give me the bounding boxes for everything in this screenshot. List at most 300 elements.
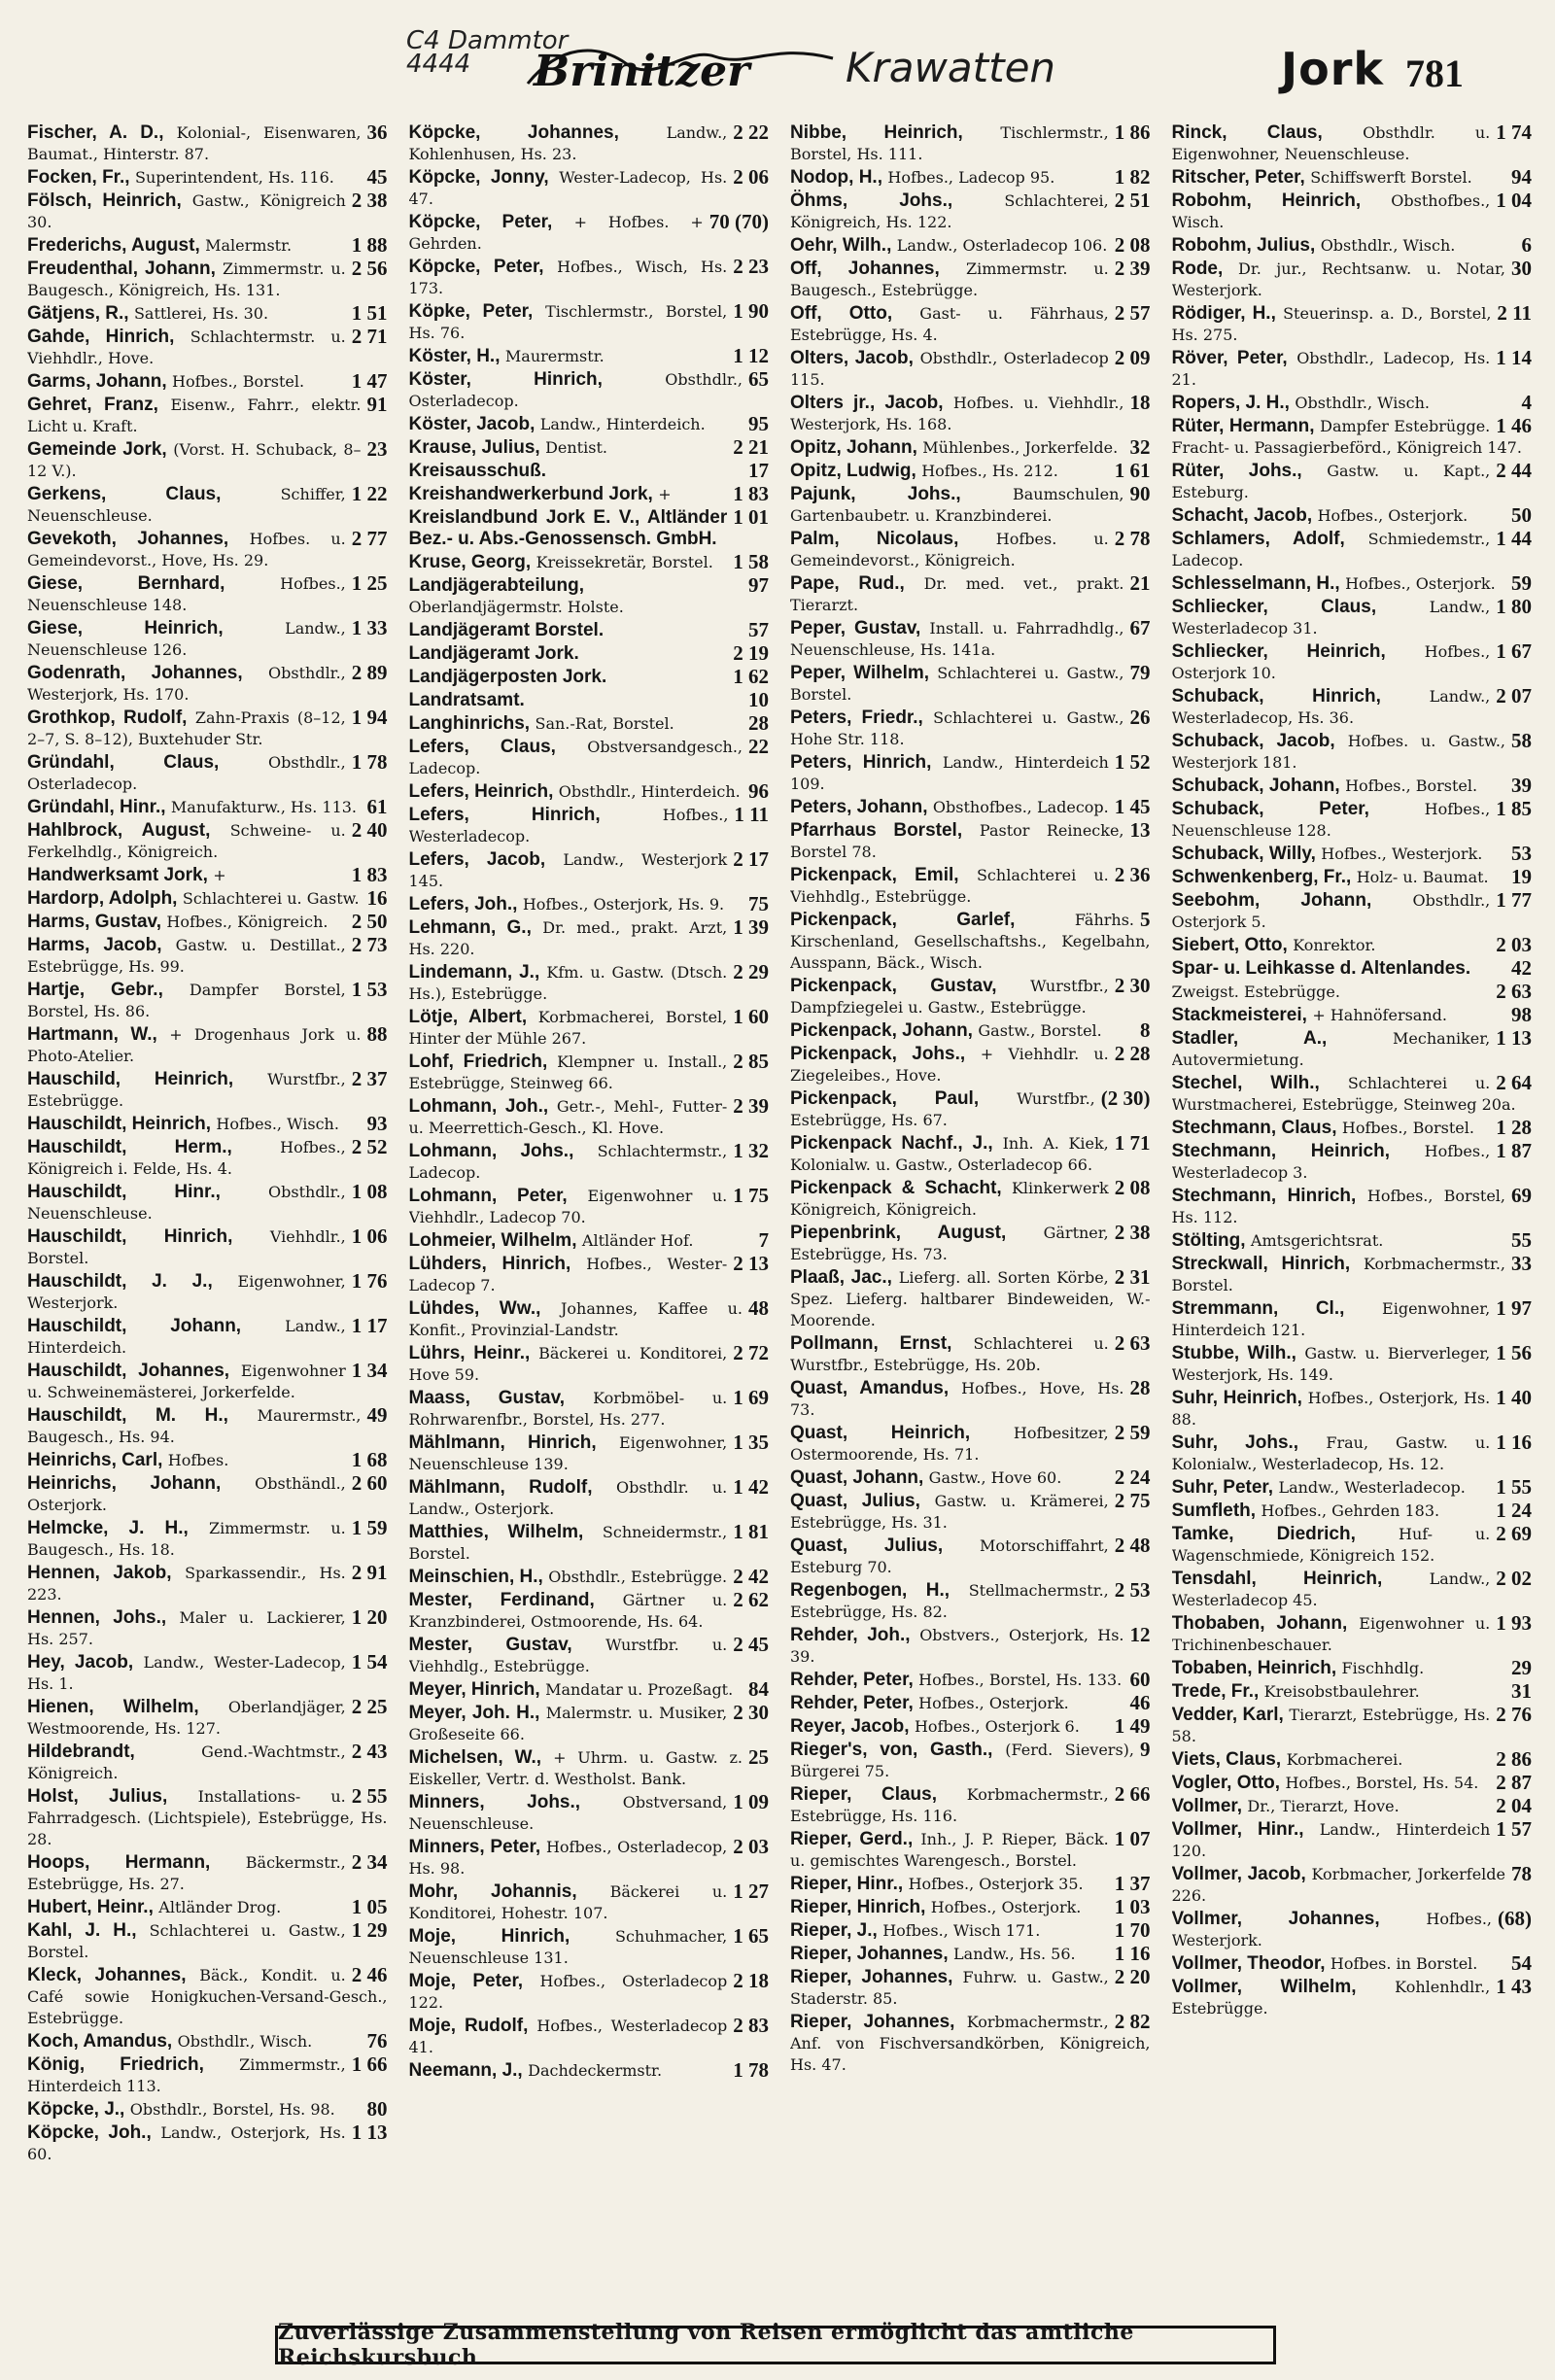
entry-phone-number: 2 44 bbox=[1496, 459, 1532, 482]
entry-name: Opitz, Ludwig, bbox=[790, 461, 916, 481]
entry-phone-number: 1 33 bbox=[351, 616, 388, 639]
entry-name: Harms, Jacob, bbox=[27, 935, 162, 955]
entry-phone-number: 2 75 bbox=[1114, 1489, 1151, 1512]
entry-phone-number: 2 03 bbox=[733, 1835, 769, 1858]
entry-name: Schuback, Johann, bbox=[1171, 776, 1340, 796]
entry-name: Gahde, Hinrich, bbox=[27, 327, 175, 347]
directory-entry bbox=[409, 1298, 770, 1341]
entry-name: Rieper, Johannes, bbox=[790, 2012, 955, 2032]
directory-entry bbox=[790, 122, 1151, 165]
entry-phone-number: 1 47 bbox=[351, 369, 388, 393]
directory-entry bbox=[1172, 867, 1533, 888]
entry-name: Langhinrichs, bbox=[408, 713, 531, 734]
entry-phone-number: 1 59 bbox=[351, 1516, 388, 1539]
entry-phone-number: 2 63 bbox=[1496, 980, 1532, 1003]
entry-description: Hofbes., Wisch, Hs. 173. bbox=[408, 258, 728, 297]
entry-phone-number: 1 54 bbox=[351, 1650, 388, 1673]
entry-name: Kruse, Georg, bbox=[408, 552, 532, 572]
footer-advertisement bbox=[275, 2320, 1276, 2370]
entry-phone-number: 1 86 bbox=[1114, 122, 1151, 144]
entry-description: Obsthofbes., Ladecop. bbox=[932, 798, 1109, 816]
entry-description: Hofbes., Borstel, Hs. 133. bbox=[918, 1671, 1123, 1689]
entry-description: + Uhrm. u. Gastw. z. Eiskeller, Vertr. d. Westholst. Bank. bbox=[408, 1748, 743, 1788]
directory-entry bbox=[409, 369, 770, 412]
entry-phone-number: 2 40 bbox=[351, 818, 388, 842]
entry-name: Freudenthal, Johann, bbox=[27, 259, 216, 279]
entry-description: Obsthdlr. u. Eigenwohner, Neuenschleuse. bbox=[1171, 123, 1491, 163]
entry-description: Wurstfbr., Estebrügge. bbox=[27, 1070, 346, 1110]
entry-phone-number: 1 82 bbox=[1114, 165, 1151, 189]
directory-entry bbox=[790, 820, 1151, 863]
entry-phone-number: 2 25 bbox=[351, 1695, 388, 1718]
directory-entry bbox=[409, 1971, 770, 2014]
directory-entry bbox=[790, 1897, 1151, 1918]
entry-description: Obsthändl., Osterjork. bbox=[27, 1474, 346, 1514]
entry-name: Viets, Claus, bbox=[1171, 1749, 1282, 1770]
entry-name: Holst, Julius, bbox=[27, 1786, 168, 1807]
entry-description: Motorschiffahrt, Esteburg 70. bbox=[790, 1536, 1109, 1576]
entry-phone-number: 50 bbox=[1511, 503, 1532, 527]
entry-description: Landw., Westerladecop 31. bbox=[1171, 598, 1491, 638]
directory-entry bbox=[1172, 348, 1533, 391]
entry-description: Obsthdlr., Neuenschleuse. bbox=[27, 1183, 346, 1223]
entry-phone-number: 2 85 bbox=[733, 1050, 769, 1073]
entry-name: Stechel, Wilh., bbox=[1171, 1073, 1320, 1093]
entry-name: Michelsen, W., bbox=[408, 1747, 542, 1768]
directory-entry bbox=[27, 1652, 388, 1695]
entry-name: Frederichs, August, bbox=[27, 235, 200, 256]
entry-name: Vollmer, Jacob, bbox=[1171, 1864, 1306, 1884]
entry-phone-number: 2 62 bbox=[733, 1588, 769, 1611]
entry-name: Lefers, Heinrich, bbox=[408, 781, 554, 802]
directory-entry bbox=[1172, 167, 1533, 189]
directory-entry bbox=[790, 1088, 1151, 1131]
entry-name: Hoops, Hermann, bbox=[27, 1852, 211, 1873]
entry-description: Huf- u. Wagenschmiede, Königreich 152. bbox=[1171, 1525, 1491, 1565]
entry-description: Altländer Hof. bbox=[581, 1231, 694, 1250]
entry-phone-number: 5 bbox=[1140, 908, 1151, 931]
entry-name: Hubert, Heinr., bbox=[27, 1897, 154, 1917]
entry-name: Gehret, Franz, bbox=[27, 395, 158, 415]
entry-phone-number: 2 24 bbox=[1114, 1466, 1151, 1489]
entry-description: Mühlenbes., Jorkerfelde. bbox=[922, 438, 1119, 457]
entry-description: Gend.-Wachtmstr., Königreich. bbox=[27, 1742, 346, 1782]
entry-description: Inh. A. Kiek, Kolonialw. u. Gastw., Osterladecop 66. bbox=[790, 1134, 1109, 1174]
directory-entry bbox=[409, 781, 770, 803]
entry-description: + Viehhdlr. u. Ziegeleibes., Hove. bbox=[790, 1045, 1109, 1085]
directory-entry bbox=[27, 1786, 388, 1850]
directory-entry bbox=[1172, 641, 1533, 684]
directory-entry bbox=[27, 1069, 388, 1112]
directory-entry bbox=[1172, 1141, 1533, 1184]
entry-phone-number: 61 bbox=[366, 795, 388, 818]
entry-name: Hauschildt, Hinr., bbox=[27, 1182, 221, 1202]
entry-description: Schweine- u. Ferkelhdlg., Königreich. bbox=[27, 821, 346, 861]
directory-entry bbox=[790, 484, 1151, 527]
directory-entry bbox=[409, 690, 770, 711]
entry-phone-number: 2 69 bbox=[1496, 1522, 1532, 1545]
entry-description: Obstvers., Osterjork, Hs. 39. bbox=[790, 1626, 1124, 1666]
directory-entry bbox=[27, 935, 388, 978]
entry-description: Hofbes., Westerladecop 3. bbox=[1171, 1142, 1491, 1182]
entry-name: Garms, Johann, bbox=[27, 371, 167, 392]
entry-description: Eisenw., Fahrr., elektr. Licht u. Kraft. bbox=[27, 396, 362, 435]
entry-description: Eigenwohner u. Trichinenbeschauer. bbox=[1171, 1614, 1491, 1654]
entry-description: Gast- u. Fährhaus, Estebrügge, Hs. 4. bbox=[790, 304, 1109, 344]
entry-phone-number: 1 80 bbox=[1496, 595, 1532, 618]
entry-description: Hofbes., Osterjork 35. bbox=[908, 1875, 1084, 1893]
entry-description: Maler u. Lackierer, Hs. 257. bbox=[27, 1608, 346, 1648]
entry-name: Schuback, Hinrich, bbox=[1171, 686, 1381, 707]
directory-entry bbox=[27, 797, 388, 818]
entry-phone-number: 2 71 bbox=[351, 325, 388, 348]
directory-entry bbox=[790, 976, 1151, 1018]
entry-phone-number: 59 bbox=[1511, 571, 1532, 595]
entry-phone-number: 54 bbox=[1511, 1951, 1532, 1975]
entry-description: Fischhdlg. bbox=[1341, 1659, 1425, 1677]
directory-entry bbox=[1172, 1343, 1533, 1386]
directory-entry bbox=[409, 1747, 770, 1790]
entry-name: Schlamers, Adolf, bbox=[1171, 529, 1345, 549]
entry-phone-number: 1 67 bbox=[1496, 639, 1532, 663]
entry-name: Schliecker, Claus, bbox=[1171, 597, 1377, 617]
entry-name: Seebohm, Johann, bbox=[1171, 890, 1372, 911]
entry-description: Landw., Westerladecop, Hs. 36. bbox=[1171, 687, 1491, 727]
entry-description: Tischlermstr., Borstel, Hs. 76. bbox=[408, 302, 728, 342]
entry-phone-number: 1 04 bbox=[1496, 189, 1532, 212]
entry-name: Vollmer, Theodor, bbox=[1171, 1953, 1326, 1974]
entry-name: Spar- u. Leihkasse d. Altenlandes. bbox=[1171, 958, 1471, 979]
entry-name: Schwenkenberg, Fr., bbox=[1171, 867, 1352, 887]
entry-description: Gastw. u. Bierverleger, Westerjork, Hs. 149. bbox=[1171, 1344, 1491, 1384]
directory-entry bbox=[409, 2016, 770, 2058]
entry-description: + bbox=[658, 485, 672, 503]
entry-description: Hofbes., Neuenschleuse 128. bbox=[1171, 800, 1491, 840]
advertisement-line-1: C4 Dammtor bbox=[406, 26, 569, 55]
directory-entry bbox=[1172, 982, 1533, 1003]
entry-phone-number: 1 90 bbox=[733, 299, 769, 323]
entry-name: Tamke, Diedrich, bbox=[1171, 1524, 1356, 1544]
entry-description: Hofbes., Westerjork. bbox=[1171, 1910, 1492, 1949]
directory-entry bbox=[409, 1792, 770, 1835]
entry-phone-number: 2 83 bbox=[733, 2014, 769, 2037]
entry-name: Peters, Hinrich, bbox=[790, 752, 932, 773]
entry-description: Hofbes., Wisch. bbox=[216, 1115, 339, 1133]
directory-entry bbox=[1172, 1796, 1533, 1817]
entry-name: Mohr, Johannis, bbox=[408, 1881, 577, 1902]
entry-name: Pickenpack, Johs., bbox=[790, 1044, 966, 1064]
entry-description: Landw., Hs. 56. bbox=[953, 1945, 1076, 1963]
entry-name: Tobaben, Heinrich, bbox=[1171, 1658, 1337, 1678]
directory-entry bbox=[27, 912, 388, 933]
directory-entry bbox=[409, 1254, 770, 1296]
entry-name: Mester, Gustav, bbox=[408, 1635, 572, 1655]
directory-entry bbox=[1172, 686, 1533, 729]
entry-name: Peper, Gustav, bbox=[790, 618, 921, 638]
directory-entry bbox=[1172, 1613, 1533, 1656]
entry-description: Hofbes., Osterjork, Hs. 9. bbox=[522, 895, 725, 914]
entry-phone-number: 2 36 bbox=[1114, 863, 1151, 886]
directory-entry bbox=[790, 1467, 1151, 1489]
directory-entry bbox=[1172, 235, 1533, 257]
entry-description: Hofbes., Neuenschleuse 148. bbox=[27, 574, 346, 614]
footer-text: Zuverlässige Zusammenstellung von Reisen ermöglicht das amtliche Reichskursbuch bbox=[278, 2320, 1134, 2370]
entry-phone-number: 1 28 bbox=[1496, 1116, 1532, 1139]
entry-name: Nodop, H., bbox=[790, 167, 882, 188]
entry-description: Install. u. Fahrradhdlg., Neuenschleuse, Hs. 141a. bbox=[790, 619, 1124, 659]
entry-description: Wurstfbr., Estebrügge, Hs. 67. bbox=[790, 1089, 1095, 1129]
entry-phone-number: 1 22 bbox=[351, 482, 388, 505]
entry-description: Tierarzt, Estebrügge, Hs. 58. bbox=[1171, 1706, 1491, 1745]
entry-description: Landw., Neuenschleuse 126. bbox=[27, 619, 346, 659]
entry-description: Bäckerei u. Konditorei, Hove 59. bbox=[408, 1344, 728, 1384]
entry-name: Pape, Rud., bbox=[790, 573, 905, 594]
directory-entry bbox=[409, 805, 770, 847]
entry-description: Hofbes., Königreich i. Felde, Hs. 4. bbox=[27, 1138, 346, 1178]
entry-phone-number: 2 60 bbox=[351, 1471, 388, 1495]
directory-entry bbox=[790, 1693, 1151, 1714]
entry-description: Dr. med., prakt. Arzt, Hs. 220. bbox=[408, 918, 728, 958]
directory-entry bbox=[409, 1635, 770, 1677]
entry-description: Schlachtermstr. u. Viehhdlr., Hove. bbox=[27, 328, 346, 367]
entry-description: Gärtner u. Kranzbinderei, Ostmoorende, Hs. 64. bbox=[408, 1591, 728, 1631]
entry-name: Stechmann, Hinrich, bbox=[1171, 1186, 1357, 1206]
entry-name: Rinck, Claus, bbox=[1171, 122, 1323, 143]
entry-name: Ropers, J. H., bbox=[1171, 393, 1290, 413]
entry-phone-number: 1 61 bbox=[1114, 459, 1151, 482]
directory-entry bbox=[1172, 1186, 1533, 1228]
directory-entry bbox=[790, 437, 1151, 459]
directory-entry bbox=[1172, 1658, 1533, 1679]
entry-phone-number: 90 bbox=[1129, 482, 1151, 505]
directory-entry bbox=[790, 1967, 1151, 2010]
entry-description: Fuhrw. u. Gastw., Staderstr. 85. bbox=[790, 1968, 1109, 2008]
entry-name: Olters jr., Jacob, bbox=[790, 393, 944, 413]
entry-name: Köpcke, Joh., bbox=[27, 2122, 152, 2143]
directory-entry bbox=[409, 552, 770, 573]
entry-name: Hauschildt, Johann, bbox=[27, 1316, 242, 1336]
entry-name: Vollmer, Johannes, bbox=[1171, 1909, 1380, 1929]
directory-entry bbox=[409, 737, 770, 779]
entry-phone-number: 2 73 bbox=[351, 933, 388, 956]
entry-description: Wester-Ladecop, Hs. 47. bbox=[408, 168, 728, 208]
directory-entry bbox=[1172, 958, 1533, 980]
entry-description: Oberlandjägermstr. Holste. bbox=[408, 598, 624, 616]
entry-phone-number: 1 44 bbox=[1496, 527, 1532, 550]
entry-name: Krause, Julius, bbox=[408, 437, 540, 458]
directory-entry bbox=[409, 1590, 770, 1633]
entry-description: Kreisobstbaulehrer. bbox=[1263, 1682, 1420, 1701]
entry-description: Sparkassendir., Hs. 223. bbox=[27, 1564, 346, 1604]
directory-entry bbox=[1172, 1681, 1533, 1703]
entry-phone-number: 2 77 bbox=[351, 527, 388, 550]
entry-phone-number: 1 70 bbox=[1114, 1918, 1151, 1942]
entry-description: Manufakturw., Hs. 113. bbox=[170, 798, 358, 816]
directory-entry bbox=[1172, 1909, 1533, 1951]
entry-name: Nibbe, Heinrich, bbox=[790, 122, 963, 143]
entry-phone-number: 75 bbox=[748, 892, 769, 915]
entry-description: Hofbes., Borstel. bbox=[172, 372, 305, 391]
directory-entry bbox=[409, 643, 770, 665]
directory-entry bbox=[409, 1052, 770, 1094]
entry-description: Mechaniker, Autovermietung. bbox=[1171, 1029, 1491, 1069]
entry-phone-number: 1 85 bbox=[1496, 797, 1532, 820]
entry-name: Hauschildt, Hinrich, bbox=[27, 1226, 233, 1247]
entry-description: Schlachterei u. Gastw., Hohe Str. 118. bbox=[790, 708, 1124, 748]
directory-entry bbox=[790, 1044, 1151, 1087]
entry-phone-number: 1 78 bbox=[733, 2058, 769, 2082]
entry-description: Schlachterei u. Viehhdlg., Estebrügge. bbox=[790, 866, 1109, 906]
entry-description: Wurstfbr. u. Viehhdlg., Estebrügge. bbox=[408, 1636, 728, 1675]
entry-description: Schlachterei u. Wurstmacherei, Estebrügge, Steinweg 20a. bbox=[1171, 1074, 1516, 1114]
entry-description: Hofbes., Osterjork. bbox=[930, 1898, 1082, 1916]
directory-entry bbox=[27, 2031, 388, 2052]
entry-name: Kleck, Johannes, bbox=[27, 1965, 187, 1985]
directory-entry bbox=[27, 439, 388, 482]
entry-phone-number: 26 bbox=[1129, 706, 1151, 729]
entry-phone-number: 2 64 bbox=[1496, 1071, 1532, 1094]
entry-phone-number: 97 bbox=[748, 573, 769, 597]
directory-entry bbox=[790, 1223, 1151, 1265]
entry-phone-number: 1 53 bbox=[351, 978, 388, 1001]
entry-description: Inh., J. P. Rieper, Bäck. u. gemischtes Warengesch., Borstel. bbox=[790, 1830, 1109, 1870]
entry-name: König, Friedrich, bbox=[27, 2054, 204, 2075]
directory-entry bbox=[27, 980, 388, 1022]
entry-phone-number: 67 bbox=[1129, 616, 1151, 639]
entry-description: Malermstr. bbox=[205, 236, 293, 255]
entry-name: Pollmann, Ernst, bbox=[790, 1333, 952, 1354]
directory-entry bbox=[27, 327, 388, 369]
directory-entry bbox=[790, 529, 1151, 571]
directory-entry bbox=[1172, 573, 1533, 595]
directory-listing bbox=[27, 122, 1532, 2265]
brand-logo bbox=[520, 35, 841, 103]
entry-description: (Vorst. H. Schuback, 8–12 V.). bbox=[27, 440, 362, 480]
entry-description: Korbmachermstr., Borstel. bbox=[1171, 1255, 1505, 1294]
entry-name: Vedder, Karl, bbox=[1171, 1705, 1284, 1725]
directory-entry bbox=[1172, 1705, 1533, 1747]
entry-name: Peters, Johann, bbox=[790, 797, 928, 817]
entry-description: Eigenwohner, Hinterdeich 121. bbox=[1171, 1299, 1491, 1339]
directory-entry bbox=[27, 865, 388, 886]
entry-description: Sattlerei, Hs. 30. bbox=[133, 304, 269, 323]
entry-name: Hahlbrock, August, bbox=[27, 820, 211, 841]
entry-name: Hennen, Johs., bbox=[27, 1607, 167, 1628]
entry-phone-number: 22 bbox=[748, 735, 769, 758]
directory-entry bbox=[409, 667, 770, 688]
directory-entry bbox=[27, 888, 388, 910]
entry-phone-number: 2 72 bbox=[733, 1341, 769, 1364]
directory-entry bbox=[409, 1141, 770, 1184]
entry-name: Giese, Heinrich, bbox=[27, 618, 224, 638]
entry-phone-number: 60 bbox=[1129, 1668, 1151, 1691]
entry-phone-number: 1 13 bbox=[351, 2121, 388, 2144]
directory-entry bbox=[790, 1267, 1151, 1331]
entry-description: Pastor Reinecke, Borstel 78. bbox=[790, 821, 1124, 861]
entry-description: Steuerinsp. a. D., Borstel, Hs. 275. bbox=[1171, 304, 1492, 344]
directory-entry bbox=[27, 1316, 388, 1359]
directory-entry bbox=[409, 849, 770, 892]
entry-description: Kreissekretär, Borstel. bbox=[536, 553, 713, 571]
directory-entry bbox=[1172, 259, 1533, 301]
directory-entry bbox=[409, 1703, 770, 1745]
entry-description: Hofbes., Osterjork. bbox=[1317, 506, 1469, 525]
entry-phone-number: 19 bbox=[1511, 865, 1532, 888]
directory-entry bbox=[409, 713, 770, 735]
entry-phone-number: 79 bbox=[1129, 661, 1151, 684]
entry-description: Gärtner, Estebrügge, Hs. 73. bbox=[790, 1224, 1109, 1263]
entry-phone-number: 1 27 bbox=[733, 1880, 769, 1903]
directory-entry bbox=[409, 1432, 770, 1475]
directory-entry bbox=[409, 894, 770, 915]
entry-name: Mester, Ferdinand, bbox=[408, 1590, 595, 1610]
entry-name: Mählmann, Rudolf, bbox=[408, 1477, 593, 1498]
entry-description: Baumschulen, Gartenbaubetr. u. Kranzbinderei. bbox=[790, 485, 1124, 525]
entry-phone-number: 28 bbox=[748, 711, 769, 735]
entry-phone-number: 2 02 bbox=[1496, 1567, 1532, 1590]
entry-phone-number: 2 20 bbox=[1114, 1965, 1151, 1988]
entry-name: Rüter, Hermann, bbox=[1171, 416, 1315, 436]
entry-name: Pickenpack, Emil, bbox=[790, 865, 959, 885]
entry-phone-number: 46 bbox=[1129, 1691, 1151, 1714]
entry-name: Hauschildt, Johannes, bbox=[27, 1361, 230, 1381]
directory-entry bbox=[27, 663, 388, 706]
directory-entry bbox=[790, 1378, 1151, 1421]
entry-description: Installations- u. Fahrradgesch. (Lichtspiele), Estebrügge, Hs. 28. bbox=[27, 1787, 388, 1848]
entry-name: Moje, Peter, bbox=[408, 1971, 524, 1991]
entry-phone-number: 21 bbox=[1129, 571, 1151, 595]
entry-phone-number: 2 76 bbox=[1496, 1703, 1532, 1726]
entry-description: Dampfer Borstel, Borstel, Hs. 86. bbox=[27, 981, 346, 1020]
entry-name: Pfarrhaus Borstel, bbox=[790, 820, 963, 841]
entry-phone-number: 2 66 bbox=[1114, 1782, 1151, 1806]
entry-phone-number: 2 56 bbox=[351, 257, 388, 280]
entry-phone-number: 84 bbox=[748, 1677, 769, 1701]
entry-description: Klinkerwerk Königreich, Königreich. bbox=[790, 1179, 1109, 1219]
directory-entry bbox=[409, 1343, 770, 1386]
entry-name: Vollmer, Hinr., bbox=[1171, 1819, 1304, 1840]
entry-name: Reyer, Jacob, bbox=[790, 1716, 910, 1737]
entry-description: Frau, Gastw. u. Kolonialw., Westerladecop, Hs. 12. bbox=[1171, 1433, 1491, 1473]
entry-description: Hofbes., Osterjork, Hs. 88. bbox=[1171, 1389, 1491, 1429]
entry-name: Hardorp, Adolph, bbox=[27, 888, 178, 909]
entry-description: Kfm. u. Gastw. (Dtsch. Hs.), Estebrügge. bbox=[408, 963, 728, 1003]
entry-phone-number: 1 05 bbox=[351, 1895, 388, 1918]
entry-name: Koch, Amandus, bbox=[27, 2031, 173, 2052]
entry-name: Hauschildt, Herm., bbox=[27, 1137, 232, 1157]
entry-phone-number: 9 bbox=[1140, 1738, 1151, 1761]
entry-phone-number: 2 50 bbox=[351, 910, 388, 933]
entry-phone-number: 1 16 bbox=[1496, 1431, 1532, 1454]
entry-phone-number: 16 bbox=[366, 886, 388, 910]
directory-entry bbox=[790, 303, 1151, 346]
directory-entry bbox=[1172, 1118, 1533, 1139]
entry-phone-number: 2 37 bbox=[351, 1067, 388, 1090]
directory-entry bbox=[409, 212, 770, 255]
directory-entry bbox=[790, 618, 1151, 661]
entry-phone-number: 2 39 bbox=[1114, 257, 1151, 280]
entry-phone-number: 2 89 bbox=[351, 661, 388, 684]
entry-description: Hofbes., Borstel, Hs. 54. bbox=[1285, 1774, 1479, 1792]
entry-name: Gätjens, R., bbox=[27, 303, 129, 324]
entry-description: Zimmermstr., Hinterdeich 113. bbox=[27, 2055, 346, 2095]
directory-entry bbox=[790, 1944, 1151, 1965]
directory-column-2 bbox=[409, 122, 770, 2265]
entry-name: Pickenpack, Garlef, bbox=[790, 910, 1016, 930]
entry-phone-number: 1 43 bbox=[1496, 1975, 1532, 1998]
page-town-title: Jork bbox=[1281, 43, 1384, 95]
entry-phone-number: 2 30 bbox=[733, 1701, 769, 1724]
